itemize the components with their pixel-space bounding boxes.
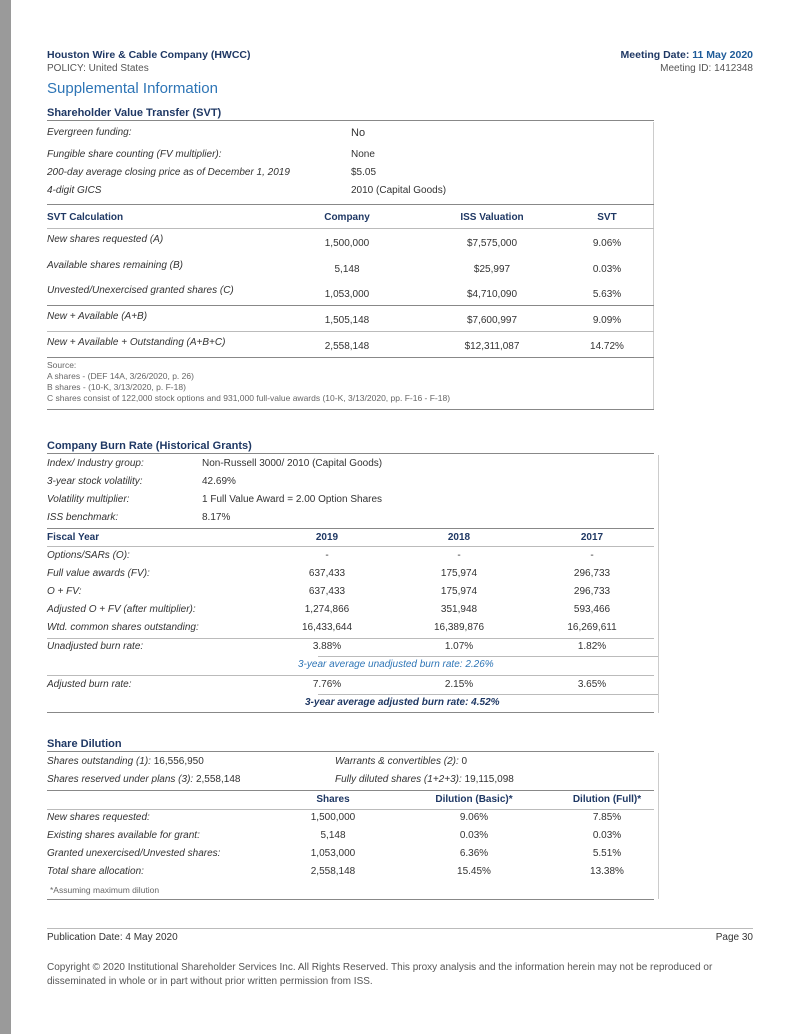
dilution-row-full: 13.38% bbox=[590, 866, 624, 877]
publication-date: Publication Date: 4 May 2020 bbox=[47, 932, 178, 943]
burn-row-2019: 637,433 bbox=[308, 568, 346, 579]
unadjusted-2018: 1.07% bbox=[444, 641, 474, 652]
dilution-row-label: Granted unexercised/Unvested shares: bbox=[47, 848, 221, 859]
fiscal-year-label: Fiscal Year bbox=[47, 532, 100, 543]
svt-row-company: 1,505,148 bbox=[324, 315, 370, 326]
burn-info-label: Volatility multiplier: bbox=[47, 494, 130, 505]
dilution-row-shares: 1,053,000 bbox=[310, 848, 356, 859]
burn-info-value: 8.17% bbox=[202, 512, 231, 523]
burn-row-2017: 296,733 bbox=[573, 568, 611, 579]
divider bbox=[318, 656, 658, 657]
dilution-row-shares: 2,558,148 bbox=[310, 866, 356, 877]
svt-info-label: Evergreen funding: bbox=[47, 127, 132, 138]
reserved bbox=[47, 774, 240, 785]
divider bbox=[47, 675, 654, 676]
divider bbox=[47, 204, 654, 205]
dilution-row-label: Existing shares available for grant: bbox=[47, 830, 200, 841]
svt-row-company: 1,500,000 bbox=[324, 238, 370, 249]
burn-row-label: O + FV: bbox=[47, 586, 82, 597]
dilution-row-full: 0.03% bbox=[592, 830, 622, 841]
svt-row-iss: $12,311,087 bbox=[464, 341, 520, 352]
warrants-label: Warrants & convertibles (2): bbox=[335, 756, 459, 767]
meeting-date bbox=[621, 48, 753, 62]
burn-row-2019: 16,433,644 bbox=[301, 622, 353, 633]
divider bbox=[47, 899, 654, 900]
col-shares: Shares bbox=[316, 794, 350, 805]
source-line: B shares - (10-K, 3/13/2020, p. F-18) bbox=[47, 382, 186, 392]
dilution-row-full: 5.51% bbox=[592, 848, 622, 859]
svt-info-label: 4-digit GICS bbox=[47, 185, 102, 196]
unadjusted-label: Unadjusted burn rate: bbox=[47, 641, 144, 652]
dilution-row-basic: 0.03% bbox=[459, 830, 489, 841]
svt-row-label: New shares requested (A) bbox=[47, 234, 164, 245]
svt-row-company: 2,558,148 bbox=[324, 341, 370, 352]
svt-row-iss: $25,997 bbox=[473, 264, 511, 275]
reserved-value: 2,558,148 bbox=[195, 774, 241, 785]
policy: POLICY: United States bbox=[47, 63, 149, 74]
svt-calc-col-label: SVT Calculation bbox=[47, 212, 124, 223]
burn-row-2018: - bbox=[457, 550, 461, 561]
burn-row-2017: - bbox=[590, 550, 594, 561]
svt-row-label: New + Available + Outstanding (A+B+C) bbox=[47, 337, 226, 348]
divider bbox=[47, 331, 654, 332]
burn-info-label: ISS benchmark: bbox=[47, 512, 119, 523]
year-2018: 2018 bbox=[447, 532, 471, 543]
source-line: A shares - (DEF 14A, 3/26/2020, p. 26) bbox=[47, 371, 194, 381]
diluted-value: 19,115,098 bbox=[464, 774, 514, 785]
svt-right-border bbox=[653, 122, 654, 410]
meeting-date-value: 11 May 2020 bbox=[692, 49, 753, 61]
svt-info-value: None bbox=[351, 149, 375, 160]
meeting-id: Meeting ID: 1412348 bbox=[660, 63, 753, 74]
svt-source-note bbox=[47, 360, 450, 404]
col-dilution-full: Dilution (Full)* bbox=[572, 794, 642, 805]
header-right bbox=[621, 48, 753, 75]
year-2019: 2019 bbox=[315, 532, 339, 543]
meeting-date-label: Meeting Date: bbox=[620, 49, 690, 61]
adjusted-2017: 3.65% bbox=[577, 679, 607, 690]
svt-row-label: Available shares remaining (B) bbox=[47, 260, 183, 271]
unadjusted-avg: 3-year average unadjusted burn rate: 2.26% bbox=[298, 659, 494, 670]
burn-row-2018: 16,389,876 bbox=[433, 622, 485, 633]
footer-divider bbox=[47, 928, 753, 929]
svt-section-title: Shareholder Value Transfer (SVT) bbox=[47, 107, 222, 119]
svt-row-svt: 14.72% bbox=[590, 341, 624, 352]
company-name: Houston Wire & Cable Company (HWCC) bbox=[47, 49, 251, 61]
burn-info-value: Non-Russell 3000/ 2010 (Capital Goods) bbox=[202, 458, 383, 469]
warrants-value: 0 bbox=[461, 756, 468, 767]
svt-info-label: 200-day average closing price as of December 1, 2019 bbox=[47, 167, 290, 178]
burn-info-label: Index/ Industry group: bbox=[47, 458, 144, 469]
burn-row-2019: 637,433 bbox=[308, 586, 346, 597]
svt-row-company: 1,053,000 bbox=[324, 289, 370, 300]
divider bbox=[47, 528, 654, 529]
page-number: Page 30 bbox=[715, 932, 753, 943]
burn-info-value: 42.69% bbox=[202, 476, 236, 487]
source-line: Source: bbox=[47, 360, 77, 370]
svt-row-iss: $7,600,997 bbox=[466, 315, 518, 326]
svt-info-value: No bbox=[351, 127, 366, 139]
burn-row-2019: 1,274,866 bbox=[304, 604, 350, 615]
burn-row-label: Wtd. common shares outstanding: bbox=[47, 622, 199, 633]
divider bbox=[47, 790, 654, 791]
burn-row-2019: - bbox=[325, 550, 329, 561]
dilution-row-shares: 1,500,000 bbox=[310, 812, 356, 823]
dilution-row-basic: 6.36% bbox=[459, 848, 489, 859]
divider bbox=[47, 546, 654, 547]
burn-row-2018: 351,948 bbox=[440, 604, 478, 615]
unadjusted-2019: 3.88% bbox=[312, 641, 342, 652]
divider bbox=[47, 712, 654, 713]
svt-row-svt: 9.09% bbox=[592, 315, 622, 326]
diluted-label: Fully diluted shares (1+2+3): bbox=[335, 774, 462, 785]
dilution-right-border bbox=[658, 753, 659, 899]
divider bbox=[47, 305, 654, 306]
dilution-row-full: 7.85% bbox=[592, 812, 622, 823]
svt-row-svt: 9.06% bbox=[592, 238, 622, 249]
divider bbox=[47, 809, 654, 810]
burn-info-value: 1 Full Value Award = 2.00 Option Shares bbox=[202, 494, 383, 505]
burn-row-label: Options/SARs (O): bbox=[47, 550, 130, 561]
unadjusted-2017: 1.82% bbox=[577, 641, 607, 652]
adjusted-2019: 7.76% bbox=[312, 679, 342, 690]
divider bbox=[47, 638, 654, 639]
year-2017: 2017 bbox=[580, 532, 604, 543]
burn-info-label: 3-year stock volatility: bbox=[47, 476, 143, 487]
svt-row-iss: $7,575,000 bbox=[466, 238, 518, 249]
divider bbox=[47, 409, 654, 410]
svt-row-svt: 0.03% bbox=[592, 264, 622, 275]
outstanding-label: Shares outstanding (1): bbox=[47, 756, 151, 767]
outstanding bbox=[47, 756, 204, 767]
adjusted-avg: 3-year average adjusted burn rate: 4.52% bbox=[305, 697, 500, 708]
page-title: Supplemental Information bbox=[47, 80, 218, 97]
burn-row-2017: 16,269,611 bbox=[567, 622, 617, 633]
dilution-row-basic: 15.45% bbox=[457, 866, 491, 877]
dilution-row-label: Total share allocation: bbox=[47, 866, 144, 877]
burn-right-border bbox=[658, 455, 659, 713]
svt-row-label: New + Available (A+B) bbox=[47, 311, 148, 322]
diluted bbox=[335, 774, 514, 785]
burn-row-label: Adjusted O + FV (after multiplier): bbox=[47, 604, 196, 615]
col-dilution-basic: Dilution (Basic)* bbox=[435, 794, 513, 805]
divider bbox=[47, 228, 654, 229]
burn-row-2018: 175,974 bbox=[440, 568, 478, 579]
svt-row-company: 5,148 bbox=[334, 264, 360, 275]
divider bbox=[47, 357, 654, 358]
svt-row-svt: 5.63% bbox=[592, 289, 622, 300]
svt-info-value: 2010 (Capital Goods) bbox=[351, 185, 447, 196]
svt-info-label: Fungible share counting (FV multiplier): bbox=[47, 149, 222, 160]
svt-info-value: $5.05 bbox=[351, 167, 377, 178]
adjusted-label: Adjusted burn rate: bbox=[47, 679, 132, 690]
warrants bbox=[335, 756, 467, 767]
dilution-note: *Assuming maximum dilution bbox=[50, 885, 160, 895]
page-side-bar bbox=[0, 0, 11, 1034]
header-left bbox=[47, 48, 251, 75]
svt-row-label: Unvested/Unexercised granted shares (C) bbox=[47, 285, 234, 296]
adjusted-2018: 2.15% bbox=[444, 679, 474, 690]
copyright: Copyright © 2020 Institutional Shareholder Services Inc. All Rights Reserved. This proxy analysis and the information herein may not be reproduced or disseminated in whole or in part without prior written permission from ISS. bbox=[47, 962, 713, 987]
svt-row-iss: $4,710,090 bbox=[466, 289, 518, 300]
burn-row-2017: 296,733 bbox=[573, 586, 611, 597]
svt-col-company: Company bbox=[324, 212, 370, 223]
dilution-row-basic: 9.06% bbox=[459, 812, 489, 823]
burn-section-title: Company Burn Rate (Historical Grants) bbox=[47, 440, 252, 452]
dilution-section-title: Share Dilution bbox=[47, 738, 122, 750]
burn-row-label: Full value awards (FV): bbox=[47, 568, 150, 579]
svt-col-svt: SVT bbox=[597, 212, 617, 223]
dilution-row-label: New shares requested: bbox=[47, 812, 150, 823]
dilution-row-shares: 5,148 bbox=[320, 830, 346, 841]
burn-row-2018: 175,974 bbox=[440, 586, 478, 597]
divider bbox=[318, 694, 658, 695]
svt-col-iss-valuation: ISS Valuation bbox=[460, 212, 524, 223]
outstanding-value: 16,556,950 bbox=[153, 756, 204, 767]
reserved-label: Shares reserved under plans (3): bbox=[47, 774, 194, 785]
burn-row-2017: 593,466 bbox=[573, 604, 611, 615]
source-line: C shares consist of 122,000 stock options and 931,000 full-value awards (10-K, 3/13/2020, pp. F-16 - F-18) bbox=[47, 393, 451, 403]
